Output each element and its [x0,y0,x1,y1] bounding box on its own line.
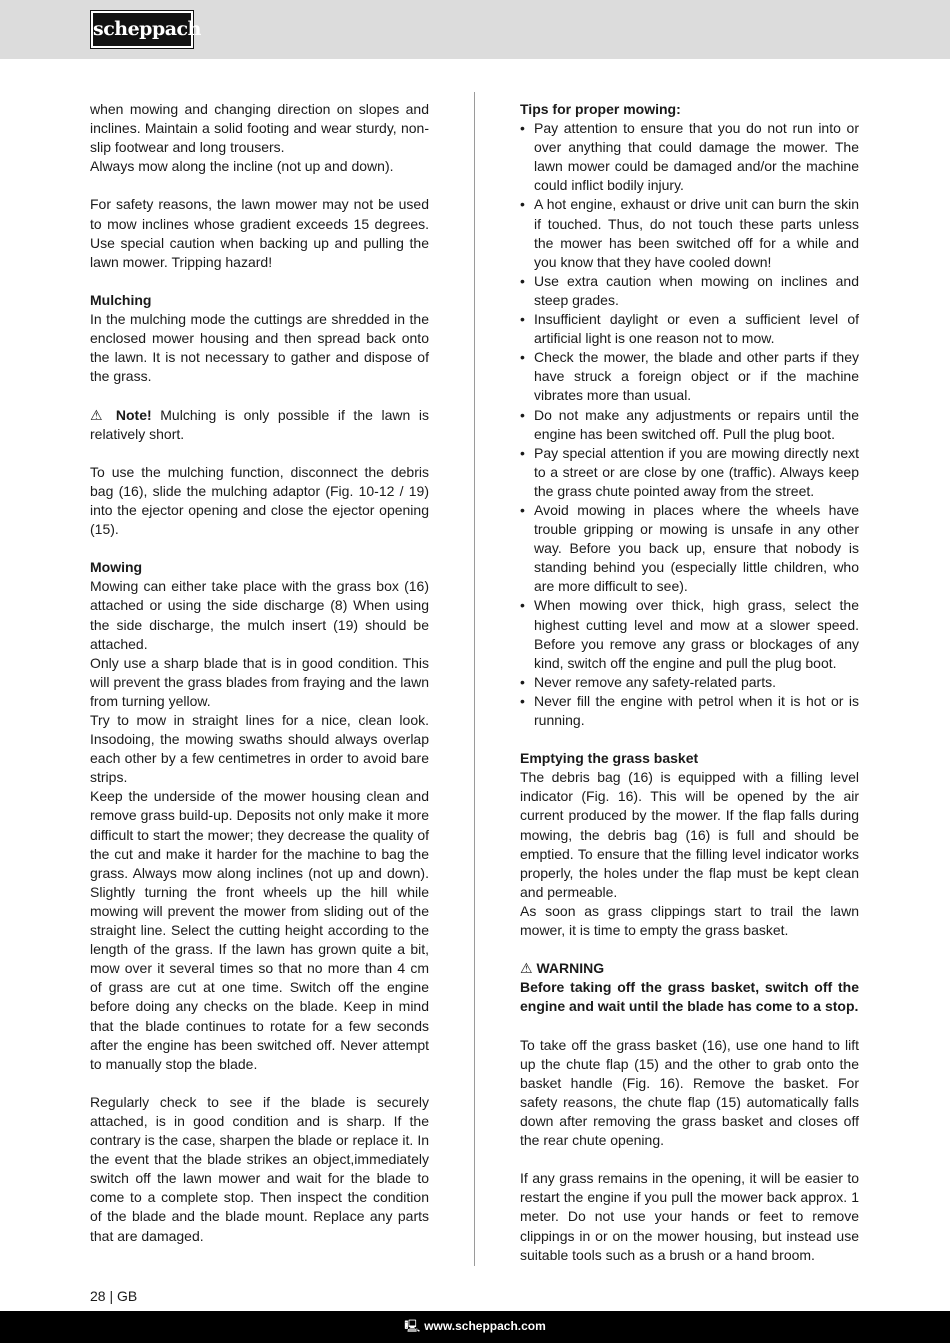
paragraph: For safety reasons, the lawn mower may not be used to mow inclines whose gradient exceeds 15 degrees. Use special caution when backing up and pulling the lawn mower. Tripping hazard! [90,196,429,270]
paragraph: when mowing and changing direction on slopes and inclines. Maintain a solid footing and wear sturdy, non-slip footwear and long trousers. [90,101,429,156]
paragraph: Only use a sharp blade that is in good condition. This will prevent the grass blades from fraying and the lawn from turning yellow. [90,654,429,709]
list-item: • Avoid mowing in places where the wheels have trouble gripping or mowing is unsafe in any other way. Before you back up, ensure that nobody is standing behind you (especially little children, who are more difficult to see). [520,501,859,596]
paragraph: Regularly check to see if the blade is securely attached, is in good condition and is sharp. If the contrary is the case, sharpen the blade or replace it. In the event that the blade strikes an object,immediately switch off the lawn mower and wait for the blade to come to a complete stop. Then inspect the condition of the blade and the blade mount. Replace any parts that are damaged. [90,1093,429,1244]
paragraph: As soon as grass clippings start to trail the lawn mower, it is time to empty the grass basket. [520,902,859,939]
section-heading-emptying: Emptying the grass basket [520,750,699,767]
paragraph: The debris bag (16) is equipped with a filling level indicator (Fig. 16). This will be opened by the air current produced by the mower. If the flap falls during mowing, the debris bag (16) is full and should be emptied. To ensure that the filling level indicator works properly, the holes under the flap must be kept clean and permeable. [520,769,859,900]
tips-list [520,119,859,730]
column-divider [474,92,475,1266]
paragraph: Try to mow in straight lines for a nice, clean look. Insodoing, the mowing swaths should always overlap each other by a few centimetres in order to avoid bare strips. [90,712,429,786]
page-number: 28 | GB [90,1288,138,1304]
list-item: • A hot engine, exhaust or drive unit can burn the skin if touched. Thus, do not touch these parts unless the mower has been switched off for a while and you know that they have cooled down! [520,195,859,271]
note-text: Mulching is only possible if the lawn is relatively short. [90,406,429,442]
warning-text: Before taking off the grass basket, switch off the engine and wait until the blade has come to a stop. [520,979,859,1015]
header-bar [0,0,950,59]
list-item: • Insufficient daylight or even a sufficient level of artificial light is one reason not to mow. [520,310,859,348]
paragraph: In the mulching mode the cuttings are shredded in the enclosed mower housing and then spread back onto the lawn. It is not necessary to gather and dispose of the grass. [90,311,429,385]
paragraph: Mowing can either take place with the grass box (16) attached or using the side discharge (8) When using the side discharge, the mulch insert (19) should be attached. [90,578,429,652]
scheppach-logo: scheppach [91,11,193,48]
note-label: Note! [115,406,152,423]
section-heading-mulching: Mulching [90,291,152,308]
paragraph: To use the mulching function, disconnect the debris bag (16), slide the mulching adaptor (Fig. 10-12 / 19) into the ejector opening and close the ejector opening (15). [90,463,429,538]
list-item: • Pay special attention if you are mowing directly next to a street or are close by one (traffic). Always keep the grass chute pointed away from the street. [520,444,859,501]
warning-label: WARNING [536,960,605,977]
paragraph: To take off the grass basket (16), use one hand to lift up the chute flap (15) and the other to grab onto the basket handle (Fig. 16). Remove the basket. For safety reasons, the chute flap (15) automatically falls down after removing the grass basket and closes off the rear chute opening. [520,1036,859,1149]
website-link[interactable]: www.scheppach.com [424,1319,546,1333]
monitor-icon: 🖳 [404,1319,421,1333]
section-heading-mowing: Mowing [90,559,143,576]
list-item: • When mowing over thick, high grass, select the highest cutting level and mow at a slower speed. Before you remove any grass or blockages of any kind, switch off the engine and pull the plug boot. [520,596,859,672]
warning-triangle-icon: ⚠ [90,406,108,423]
note-paragraph [90,406,429,444]
list-item: • Check the mower, the blade and other parts if they have struck a foreign object or if the machine vibrates more than usual. [520,348,859,405]
list-item: • Use extra caution when mowing on inclines and steep grades. [520,272,859,310]
list-item: • Pay attention to ensure that you do not run into or over anything that could damage the mower. The lawn mower could be damaged and/or the machine could inflict bodily injury. [520,119,859,195]
footer-bar [0,1311,950,1343]
warning-heading [520,959,859,978]
list-item: • Do not make any adjustments or repairs until the engine has been switched off. Pull the plug boot. [520,406,859,444]
right-column [520,100,859,1265]
left-column [90,100,429,1246]
paragraph: If any grass remains in the opening, it will be easier to restart the engine if you pull the mower back approx. 1 meter. Do not use your hands or feet to remove clippings in or on the mower housing, but instead use suitable tools such as a brush or a hand broom. [520,1170,859,1263]
list-item: • Never fill the engine with petrol when it is hot or is running. [520,692,859,730]
warning-triangle-icon: ⚠ [520,960,533,977]
list-item: • Never remove any safety-related parts. [520,673,859,692]
paragraph: Always mow along the incline (not up and down). [90,158,394,175]
paragraph: Keep the underside of the mower housing clean and remove grass build-up. Deposits not only make it more difficult to start the mower; they decrease the quality of the cut and make it harder for the machine to bag the grass. Always mow along inclines (not up and down). Slightly turning the front wheels up the hill while mowing will prevent the mower from sliding out of the straight line. Select the cutting height according to the length of the grass. If the lawn has grown quite a bit, mow over it several times so that no more than 4 cm of grass are cut at one time. Switch off the engine before doing any checks on the blade. Keep in mind that the blade continues to rotate for a few seconds after the engine has been switched off. Never attempt to manually stop the blade. [90,788,429,1072]
section-heading-tips: Tips for proper mowing: [520,101,681,117]
